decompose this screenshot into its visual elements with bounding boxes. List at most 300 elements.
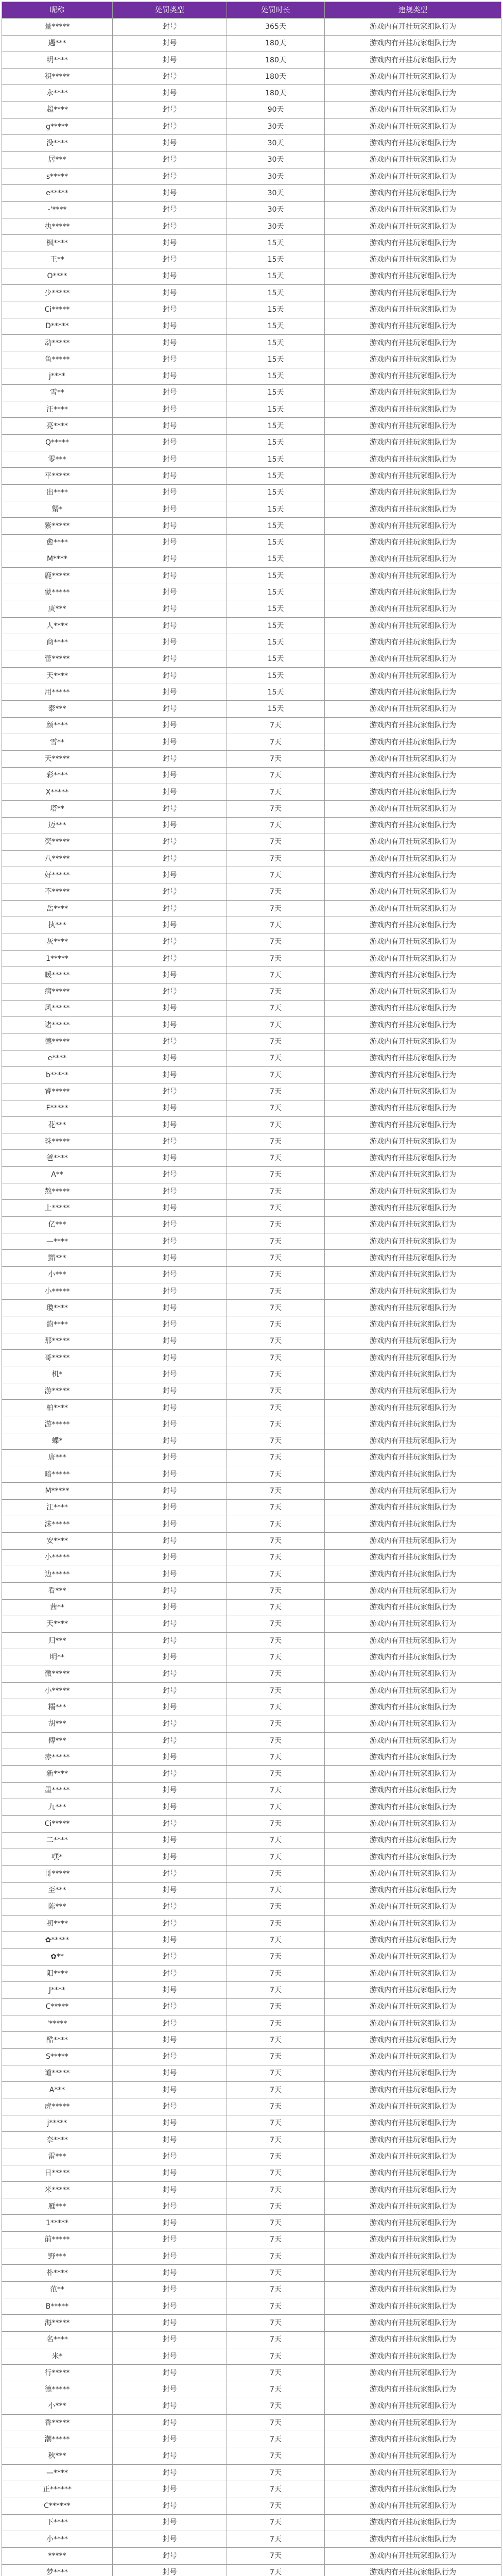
cell-penalty-duration: 7天 <box>227 1666 325 1682</box>
cell-penalty-type: 封号 <box>113 2564 227 2576</box>
cell-penalty-type: 封号 <box>113 651 227 667</box>
cell-violation-type: 游戏内有开挂玩家组队行为 <box>325 2315 501 2331</box>
cell-violation-type: 游戏内有开挂玩家组队行为 <box>325 1033 501 1050</box>
cell-penalty-type: 封号 <box>113 2082 227 2098</box>
table-row <box>2 984 501 1000</box>
cell-violation-type: 游戏内有开挂玩家组队行为 <box>325 1067 501 1083</box>
cell-violation-type: 游戏内有开挂玩家组队行为 <box>325 1250 501 1266</box>
table-row <box>2 1033 501 1050</box>
cell-nickname: e**** <box>2 1050 113 1066</box>
cell-penalty-duration: 7天 <box>227 1998 325 2015</box>
table-row <box>2 2015 501 2031</box>
cell-violation-type: 游戏内有开挂玩家组队行为 <box>325 1982 501 1998</box>
cell-violation-type: 游戏内有开挂玩家组队行为 <box>325 1283 501 1299</box>
cell-penalty-duration: 7天 <box>227 1433 325 1449</box>
cell-penalty-duration: 7天 <box>227 1948 325 1965</box>
table-row <box>2 851 501 867</box>
cell-violation-type: 游戏内有开挂玩家组队行为 <box>325 501 501 517</box>
cell-penalty-type: 封号 <box>113 2098 227 2115</box>
cell-penalty-duration: 7天 <box>227 2082 325 2098</box>
cell-nickname: M**** <box>2 551 113 567</box>
cell-penalty-duration: 7天 <box>227 867 325 884</box>
cell-penalty-duration: 15天 <box>227 584 325 601</box>
cell-nickname: 珠***** <box>2 1133 113 1150</box>
table-row <box>2 867 501 884</box>
cell-penalty-duration: 7天 <box>227 717 325 734</box>
table-row <box>2 1866 501 1882</box>
cell-penalty-type: 封号 <box>113 1716 227 1732</box>
cell-penalty-duration: 7天 <box>227 1200 325 1216</box>
cell-penalty-type: 封号 <box>113 834 227 850</box>
cell-violation-type: 游戏内有开挂玩家组队行为 <box>325 1732 501 1749</box>
cell-penalty-type: 封号 <box>113 2115 227 2131</box>
cell-penalty-type: 封号 <box>113 867 227 884</box>
cell-nickname: -'**** <box>2 201 113 218</box>
cell-nickname: 明** <box>2 1649 113 1666</box>
cell-nickname: 岳**** <box>2 901 113 917</box>
cell-violation-type: 游戏内有开挂玩家组队行为 <box>325 884 501 900</box>
cell-penalty-type: 封号 <box>113 368 227 384</box>
cell-penalty-type: 封号 <box>113 551 227 567</box>
cell-penalty-duration: 7天 <box>227 2564 325 2576</box>
table-row <box>2 1283 501 1299</box>
cell-nickname: 零*** <box>2 451 113 468</box>
cell-violation-type: 游戏内有开挂玩家组队行为 <box>325 334 501 351</box>
cell-violation-type: 游戏内有开挂玩家组队行为 <box>325 2231 501 2248</box>
table-row <box>2 667 501 684</box>
cell-penalty-type: 封号 <box>113 817 227 834</box>
table-row <box>2 2514 501 2531</box>
cell-penalty-duration: 7天 <box>227 2115 325 2131</box>
table-row <box>2 1916 501 1932</box>
cell-penalty-type: 封号 <box>113 2415 227 2431</box>
cell-violation-type: 游戏内有开挂玩家组队行为 <box>325 1316 501 1333</box>
cell-nickname: j***** <box>2 2115 113 2131</box>
cell-nickname: 灰**** <box>2 934 113 950</box>
table-row <box>2 1666 501 1682</box>
cell-penalty-type: 封号 <box>113 1499 227 1516</box>
table-row <box>2 1266 501 1283</box>
cell-penalty-type: 封号 <box>113 69 227 85</box>
cell-penalty-duration: 7天 <box>227 784 325 800</box>
cell-penalty-duration: 7天 <box>227 817 325 834</box>
cell-violation-type: 游戏内有开挂玩家组队行为 <box>325 1998 501 2015</box>
table-row <box>2 2248 501 2265</box>
table-row <box>2 268 501 284</box>
cell-penalty-duration: 15天 <box>227 534 325 551</box>
table-row <box>2 584 501 601</box>
cell-penalty-type: 封号 <box>113 1250 227 1266</box>
cell-penalty-duration: 7天 <box>227 2065 325 2081</box>
table-row <box>2 2448 501 2464</box>
table-row <box>2 151 501 168</box>
cell-nickname: J**** <box>2 1982 113 1998</box>
header-penalty-type: 处罚类型 <box>113 2 227 19</box>
cell-nickname: 雪** <box>2 734 113 751</box>
cell-nickname: 量***** <box>2 19 113 35</box>
table-row <box>2 301 501 318</box>
cell-nickname: 庚*** <box>2 601 113 617</box>
table-row <box>2 334 501 351</box>
cell-violation-type: 游戏内有开挂玩家组队行为 <box>325 251 501 268</box>
cell-penalty-type: 封号 <box>113 135 227 151</box>
cell-nickname: 天***** <box>2 751 113 767</box>
cell-nickname: Q***** <box>2 434 113 451</box>
table-row <box>2 1383 501 1399</box>
cell-violation-type: 游戏内有开挂玩家组队行为 <box>325 1799 501 1816</box>
table-row <box>2 1832 501 1849</box>
cell-violation-type: 游戏内有开挂玩家组队行为 <box>325 2115 501 2131</box>
table-row <box>2 168 501 184</box>
cell-violation-type: 游戏内有开挂玩家组队行为 <box>325 2381 501 2398</box>
cell-penalty-duration: 180天 <box>227 69 325 85</box>
cell-nickname: 行***** <box>2 2365 113 2381</box>
cell-violation-type: 游戏内有开挂玩家组队行为 <box>325 318 501 334</box>
cell-penalty-type: 封号 <box>113 168 227 184</box>
cell-penalty-type: 封号 <box>113 2281 227 2298</box>
cell-penalty-type: 封号 <box>113 384 227 401</box>
cell-violation-type: 游戏内有开挂玩家组队行为 <box>325 667 501 684</box>
cell-penalty-type: 封号 <box>113 1699 227 1716</box>
cell-nickname: 道***** <box>2 2065 113 2081</box>
cell-penalty-type: 封号 <box>113 2514 227 2531</box>
cell-penalty-duration: 7天 <box>227 1017 325 1033</box>
cell-violation-type: 游戏内有开挂玩家组队行为 <box>325 2198 501 2215</box>
table-row <box>2 2548 501 2564</box>
cell-penalty-type: 封号 <box>113 1449 227 1466</box>
table-row <box>2 1067 501 1083</box>
cell-penalty-type: 封号 <box>113 801 227 817</box>
cell-penalty-duration: 7天 <box>227 1866 325 1882</box>
cell-penalty-duration: 15天 <box>227 384 325 401</box>
cell-nickname: 九*** <box>2 1799 113 1816</box>
cell-penalty-type: 封号 <box>113 218 227 234</box>
table-row <box>2 1732 501 1749</box>
cell-nickname: B***** <box>2 2298 113 2314</box>
cell-penalty-type: 封号 <box>113 1649 227 1666</box>
cell-nickname: 朴**** <box>2 2265 113 2281</box>
table-row <box>2 1116 501 1133</box>
table-row <box>2 1583 501 1599</box>
cell-nickname: 陈*** <box>2 1899 113 1915</box>
cell-penalty-duration: 7天 <box>227 1067 325 1083</box>
cell-penalty-duration: 7天 <box>227 934 325 950</box>
cell-penalty-type: 封号 <box>113 1782 227 1799</box>
cell-nickname: 颜**** <box>2 717 113 734</box>
table-row <box>2 1982 501 1998</box>
cell-penalty-duration: 7天 <box>227 1083 325 1100</box>
cell-penalty-duration: 7天 <box>227 2181 325 2198</box>
cell-nickname: 积***** <box>2 69 113 85</box>
cell-nickname: 嘿* <box>2 1849 113 1865</box>
cell-penalty-type: 封号 <box>113 1866 227 1882</box>
cell-nickname: —**** <box>2 2464 113 2481</box>
table-row <box>2 1017 501 1033</box>
cell-penalty-type: 封号 <box>113 2448 227 2464</box>
cell-penalty-type: 封号 <box>113 451 227 468</box>
cell-nickname: 超**** <box>2 101 113 118</box>
cell-nickname: 汪**** <box>2 401 113 418</box>
cell-penalty-duration: 7天 <box>227 1899 325 1915</box>
cell-penalty-duration: 7天 <box>227 2132 325 2148</box>
cell-penalty-duration: 30天 <box>227 218 325 234</box>
table-row <box>2 1150 501 1166</box>
table-row <box>2 518 501 534</box>
cell-penalty-type: 封号 <box>113 901 227 917</box>
cell-violation-type: 游戏内有开挂玩家组队行为 <box>325 2248 501 2265</box>
cell-penalty-duration: 7天 <box>227 2481 325 2498</box>
table-row <box>2 684 501 701</box>
cell-violation-type: 游戏内有开挂玩家组队行为 <box>325 1166 501 1183</box>
cell-penalty-duration: 7天 <box>227 2148 325 2165</box>
cell-nickname: 奈**** <box>2 2132 113 2148</box>
cell-nickname: 德***** <box>2 2381 113 2398</box>
cell-penalty-type: 封号 <box>113 667 227 684</box>
cell-penalty-type: 封号 <box>113 1916 227 1932</box>
cell-violation-type: 游戏内有开挂玩家组队行为 <box>325 2148 501 2165</box>
table-row <box>2 1549 501 1566</box>
cell-penalty-duration: 7天 <box>227 1316 325 1333</box>
cell-nickname: 初**** <box>2 1916 113 1932</box>
cell-penalty-duration: 7天 <box>227 884 325 900</box>
cell-penalty-type: 封号 <box>113 2032 227 2048</box>
cell-violation-type: 游戏内有开挂玩家组队行为 <box>325 2531 501 2548</box>
cell-penalty-duration: 7天 <box>227 1416 325 1433</box>
cell-nickname: C***** <box>2 1998 113 2015</box>
cell-penalty-type: 封号 <box>113 2181 227 2198</box>
cell-penalty-duration: 365天 <box>227 19 325 35</box>
cell-penalty-duration: 15天 <box>227 235 325 251</box>
cell-nickname: 归*** <box>2 1633 113 1649</box>
table-row <box>2 85 501 101</box>
cell-penalty-duration: 7天 <box>227 1266 325 1283</box>
cell-nickname: 王** <box>2 251 113 268</box>
cell-nickname: 下**** <box>2 2514 113 2531</box>
table-row <box>2 2082 501 2098</box>
table-row <box>2 701 501 717</box>
cell-penalty-type: 封号 <box>113 2015 227 2031</box>
cell-nickname: 暖***** <box>2 967 113 984</box>
cell-violation-type: 游戏内有开挂玩家组队行为 <box>325 734 501 751</box>
cell-nickname: 前***** <box>2 2231 113 2248</box>
cell-penalty-type: 封号 <box>113 1932 227 1948</box>
cell-penalty-type: 封号 <box>113 1832 227 1849</box>
cell-nickname: 没**** <box>2 135 113 151</box>
cell-violation-type: 游戏内有开挂玩家组队行为 <box>325 2048 501 2065</box>
table-row <box>2 2315 501 2331</box>
cell-penalty-type: 封号 <box>113 2464 227 2481</box>
cell-penalty-type: 封号 <box>113 2265 227 2281</box>
cell-penalty-duration: 7天 <box>227 1766 325 1782</box>
cell-violation-type: 游戏内有开挂玩家组队行为 <box>325 285 501 301</box>
cell-penalty-type: 封号 <box>113 2331 227 2348</box>
cell-penalty-duration: 7天 <box>227 1383 325 1399</box>
cell-nickname: A** <box>2 1166 113 1183</box>
cell-violation-type: 游戏内有开挂玩家组队行为 <box>325 2265 501 2281</box>
cell-penalty-type: 封号 <box>113 1000 227 1016</box>
cell-penalty-duration: 7天 <box>227 1682 325 1699</box>
cell-penalty-type: 封号 <box>113 401 227 418</box>
cell-penalty-duration: 7天 <box>227 1350 325 1366</box>
cell-penalty-duration: 7天 <box>227 1716 325 1732</box>
cell-penalty-type: 封号 <box>113 1633 227 1649</box>
table-row <box>2 35 501 52</box>
table-row <box>2 1466 501 1483</box>
cell-nickname: 风***** <box>2 1000 113 1016</box>
cell-violation-type: 游戏内有开挂玩家组队行为 <box>325 1466 501 1483</box>
cell-violation-type: 游戏内有开挂玩家组队行为 <box>325 1916 501 1932</box>
cell-penalty-duration: 7天 <box>227 1849 325 1865</box>
cell-nickname: 黯*** <box>2 1250 113 1266</box>
cell-violation-type: 游戏内有开挂玩家组队行为 <box>325 568 501 584</box>
table-row <box>2 418 501 434</box>
cell-nickname: 天**** <box>2 667 113 684</box>
cell-violation-type: 游戏内有开挂玩家组队行为 <box>325 817 501 834</box>
cell-penalty-type: 封号 <box>113 917 227 934</box>
table-row <box>2 1616 501 1632</box>
table-row <box>2 235 501 251</box>
cell-penalty-duration: 180天 <box>227 52 325 68</box>
cell-nickname: S***** <box>2 2048 113 2065</box>
cell-penalty-duration: 15天 <box>227 418 325 434</box>
cell-nickname: 执***** <box>2 218 113 234</box>
table-row <box>2 2148 501 2165</box>
cell-penalty-type: 封号 <box>113 1150 227 1166</box>
cell-penalty-duration: 7天 <box>227 1133 325 1150</box>
table-row <box>2 767 501 784</box>
cell-nickname: F***** <box>2 1100 113 1116</box>
table-row <box>2 634 501 651</box>
table-row <box>2 2048 501 2065</box>
cell-penalty-duration: 15天 <box>227 401 325 418</box>
table-row <box>2 1333 501 1349</box>
header-nickname: 昵称 <box>2 2 113 19</box>
cell-penalty-duration: 7天 <box>227 2248 325 2265</box>
cell-violation-type: 游戏内有开挂玩家组队行为 <box>325 1948 501 1965</box>
cell-violation-type: 游戏内有开挂玩家组队行为 <box>325 1266 501 1283</box>
table-row <box>2 2115 501 2131</box>
cell-penalty-duration: 7天 <box>227 1649 325 1666</box>
cell-nickname: 蟹* <box>2 501 113 517</box>
cell-nickname: '***** <box>2 2015 113 2031</box>
cell-penalty-duration: 7天 <box>227 2331 325 2348</box>
table-row <box>2 1682 501 1699</box>
cell-penalty-duration: 7天 <box>227 1499 325 1516</box>
table-row <box>2 717 501 734</box>
cell-penalty-type: 封号 <box>113 1200 227 1216</box>
cell-penalty-duration: 7天 <box>227 1549 325 1566</box>
cell-violation-type: 游戏内有开挂玩家组队行为 <box>325 1549 501 1566</box>
table-row <box>2 2415 501 2431</box>
cell-nickname: 墨***** <box>2 1782 113 1799</box>
table-row <box>2 2181 501 2198</box>
cell-penalty-duration: 15天 <box>227 368 325 384</box>
cell-penalty-type: 封号 <box>113 1183 227 1200</box>
table-row <box>2 1948 501 1965</box>
cell-violation-type: 游戏内有开挂玩家组队行为 <box>325 301 501 318</box>
table-row <box>2 484 501 501</box>
cell-penalty-duration: 7天 <box>227 2348 325 2364</box>
table-row <box>2 501 501 517</box>
cell-violation-type: 游戏内有开挂玩家组队行为 <box>325 1083 501 1100</box>
cell-penalty-type: 封号 <box>113 934 227 950</box>
cell-penalty-type: 封号 <box>113 534 227 551</box>
table-row <box>2 1216 501 1233</box>
cell-penalty-type: 封号 <box>113 684 227 701</box>
cell-nickname: 用***** <box>2 684 113 701</box>
cell-penalty-type: 封号 <box>113 484 227 501</box>
cell-penalty-type: 封号 <box>113 2315 227 2331</box>
cell-violation-type: 游戏内有开挂玩家组队行为 <box>325 218 501 234</box>
cell-violation-type: 游戏内有开挂玩家组队行为 <box>325 2348 501 2364</box>
cell-violation-type: 游戏内有开挂玩家组队行为 <box>325 584 501 601</box>
table-row <box>2 401 501 418</box>
cell-nickname: 泰*** <box>2 701 113 717</box>
cell-penalty-type: 封号 <box>113 35 227 52</box>
cell-violation-type: 游戏内有开挂玩家组队行为 <box>325 1399 501 1416</box>
cell-penalty-duration: 7天 <box>227 1932 325 1948</box>
cell-violation-type: 游戏内有开挂玩家组队行为 <box>325 1300 501 1316</box>
table-row <box>2 101 501 118</box>
cell-penalty-duration: 7天 <box>227 2398 325 2414</box>
cell-penalty-duration: 7天 <box>227 2531 325 2548</box>
cell-nickname: 愈**** <box>2 534 113 551</box>
cell-penalty-duration: 7天 <box>227 2464 325 2481</box>
cell-penalty-type: 封号 <box>113 334 227 351</box>
cell-violation-type: 游戏内有开挂玩家组队行为 <box>325 1183 501 1200</box>
cell-penalty-type: 封号 <box>113 1882 227 1899</box>
table-row <box>2 651 501 667</box>
cell-penalty-type: 封号 <box>113 967 227 984</box>
cell-penalty-type: 封号 <box>113 501 227 517</box>
cell-violation-type: 游戏内有开挂玩家组队行为 <box>325 1050 501 1066</box>
cell-penalty-type: 封号 <box>113 2481 227 2498</box>
cell-penalty-duration: 7天 <box>227 1283 325 1299</box>
cell-penalty-type: 封号 <box>113 717 227 734</box>
cell-penalty-duration: 90天 <box>227 101 325 118</box>
table-row <box>2 1166 501 1183</box>
cell-nickname: 海***** <box>2 2315 113 2331</box>
cell-nickname: 那***** <box>2 1333 113 1349</box>
cell-nickname: 蒙***** <box>2 584 113 601</box>
table-row <box>2 1932 501 1948</box>
cell-nickname: 哥***** <box>2 1866 113 1882</box>
cell-penalty-type: 封号 <box>113 1100 227 1116</box>
cell-penalty-type: 封号 <box>113 1133 227 1150</box>
cell-penalty-duration: 7天 <box>227 2015 325 2031</box>
cell-penalty-type: 封号 <box>113 1416 227 1433</box>
cell-penalty-duration: 7天 <box>227 2265 325 2281</box>
cell-violation-type: 游戏内有开挂玩家组队行为 <box>325 1682 501 1699</box>
table-row <box>2 218 501 234</box>
cell-violation-type: 游戏内有开挂玩家组队行为 <box>325 1882 501 1899</box>
cell-penalty-duration: 15天 <box>227 617 325 634</box>
cell-violation-type: 游戏内有开挂玩家组队行为 <box>325 917 501 934</box>
cell-penalty-type: 封号 <box>113 1116 227 1133</box>
cell-penalty-type: 封号 <box>113 1599 227 1616</box>
table-row <box>2 1300 501 1316</box>
cell-penalty-type: 封号 <box>113 1300 227 1316</box>
cell-penalty-duration: 7天 <box>227 1965 325 1982</box>
cell-penalty-duration: 7天 <box>227 1033 325 1050</box>
cell-penalty-duration: 15天 <box>227 301 325 318</box>
cell-penalty-type: 封号 <box>113 1266 227 1283</box>
table-row <box>2 801 501 817</box>
cell-violation-type: 游戏内有开挂玩家组队行为 <box>325 1782 501 1799</box>
table-header-row <box>2 2 501 19</box>
table-row <box>2 950 501 967</box>
cell-nickname: 诸***** <box>2 1017 113 1033</box>
